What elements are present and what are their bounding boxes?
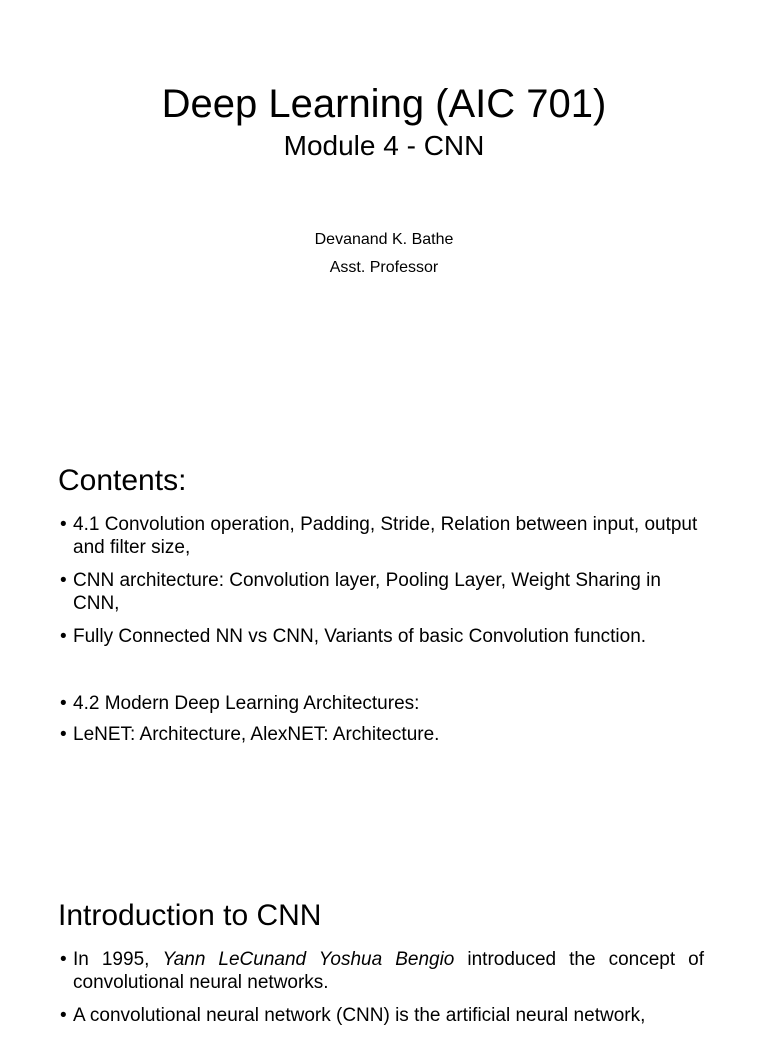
title-slide xyxy=(0,0,768,440)
list-item: • 4.2 Modern Deep Learning Architectures: xyxy=(60,692,710,715)
intro-slide xyxy=(0,880,768,1024)
slide-subtitle: Module 4 - CNN xyxy=(283,130,485,161)
slide-title: Deep Learning (AIC 701) xyxy=(161,82,607,126)
author-name: Devanand K. Bathe xyxy=(314,231,454,248)
contents-list-module-4-2 xyxy=(60,692,710,754)
list-item: • LeNET: Architecture, AlexNET: Architecture. xyxy=(60,723,710,746)
contents-list-module-4-1 xyxy=(60,513,710,658)
intro-heading: Introduction to CNN xyxy=(58,899,322,932)
list-item: • Fully Connected NN vs CNN, Variants of basic Convolution function. xyxy=(60,625,710,648)
author-names: Yann LeCunand Yoshua Bengio xyxy=(162,949,455,970)
bullet-text: introduced the concept of convolutional neural networks. xyxy=(73,949,704,993)
contents-heading: Contents: xyxy=(58,464,187,497)
list-item: • A convolutional neural network (CNN) is the artificial neural network, xyxy=(60,1004,704,1027)
list-item xyxy=(60,948,704,994)
list-item: • 4.1 Convolution operation, Padding, Stride, Relation between input, output and filter size, xyxy=(60,513,710,559)
list-item: • CNN architecture: Convolution layer, Pooling Layer, Weight Sharing in CNN, xyxy=(60,569,710,615)
author-role: Asst. Professor xyxy=(329,259,439,276)
contents-slide xyxy=(0,440,768,880)
bullet-text: In 1995, xyxy=(73,949,163,970)
